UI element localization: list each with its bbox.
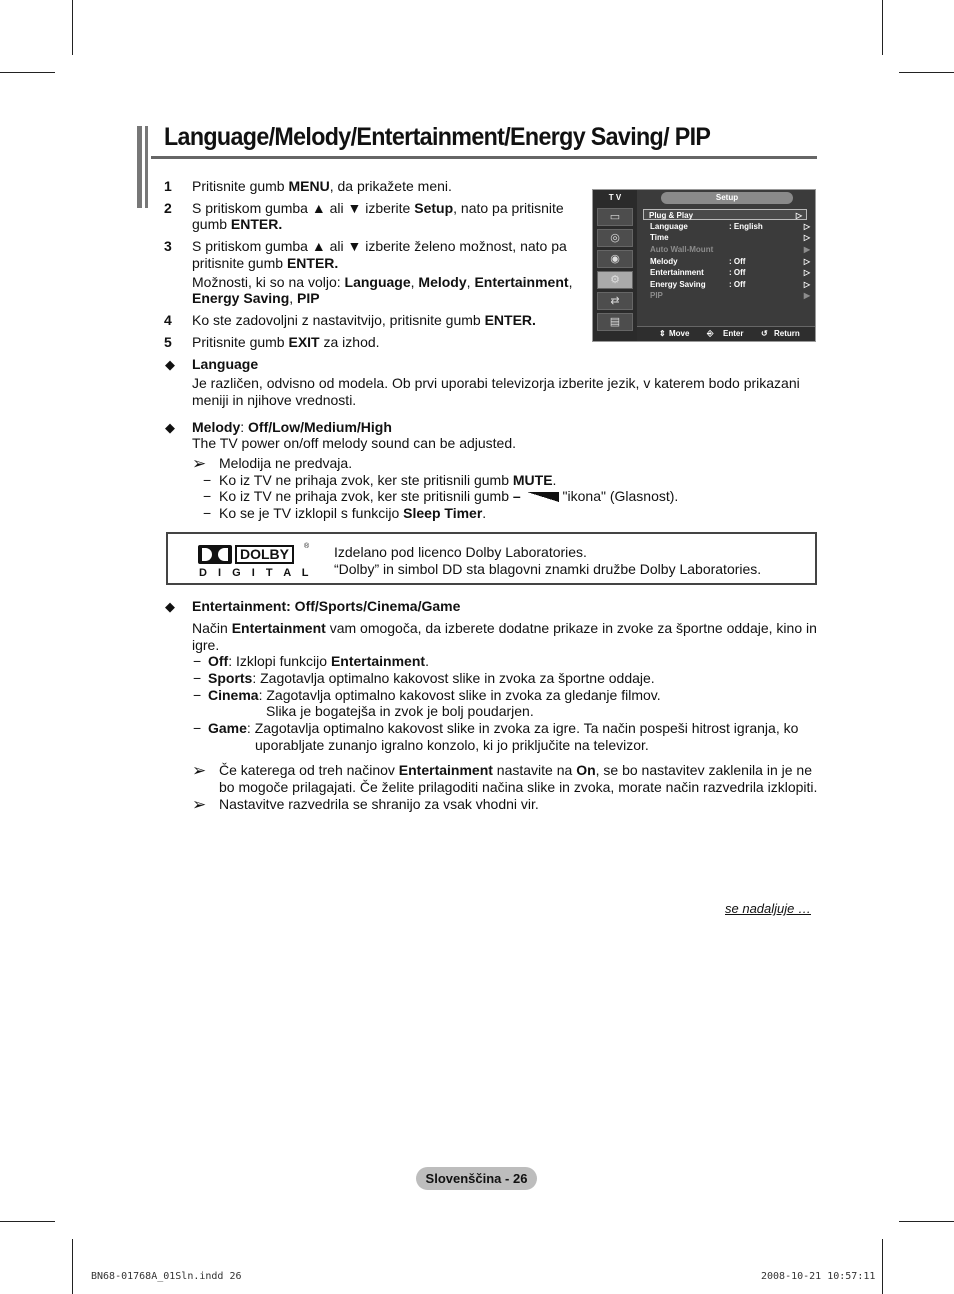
osd-row: Energy Saving : Off ▷ bbox=[650, 280, 810, 289]
osd-tab-setup: Setup bbox=[661, 192, 793, 204]
osd-row: Auto Wall-Mount ▶ bbox=[650, 245, 810, 254]
language-text: meniji in njihove vrednosti. bbox=[192, 392, 357, 408]
step-number: 1 bbox=[164, 178, 172, 194]
crop-mark bbox=[882, 0, 883, 55]
osd-enter-label: Enter bbox=[723, 329, 744, 338]
heading-bar bbox=[137, 126, 142, 208]
entertainment-game: uporabljate zunanjo igralno konzolo, ki jo priključite na televizor. bbox=[255, 737, 649, 753]
entertainment-text: Način Entertainment vam omogoča, da izberete dodatne prikaze in zvoke za športne oddaje, kino in bbox=[192, 620, 817, 636]
crop-mark bbox=[899, 72, 954, 73]
dash: − bbox=[193, 687, 202, 703]
slug-date: 2008-10-21 10:57:11 bbox=[761, 1271, 876, 1282]
step-number: 3 bbox=[164, 238, 172, 254]
crop-mark bbox=[72, 0, 73, 55]
sound-icon: ◎ bbox=[597, 229, 633, 247]
entertainment-off: Off: Izklopi funkcijo Entertainment. bbox=[208, 653, 429, 669]
support-icon: ▤ bbox=[597, 313, 633, 331]
melody-desc: The TV power on/off melody sound can be adjusted. bbox=[192, 435, 517, 451]
crop-mark bbox=[882, 1239, 883, 1294]
input-icon: ⇄ bbox=[597, 292, 633, 310]
continued-label: se nadaljuje … bbox=[725, 901, 811, 916]
entertainment-note: bo mogoče prilagajati. Če želite prilagoditi načina slike in zvoka, morate način razvedrila izklopiti. bbox=[219, 779, 818, 795]
dash: − bbox=[203, 488, 212, 504]
step-number: 5 bbox=[164, 334, 172, 350]
osd-row: PIP ▶ bbox=[650, 291, 810, 300]
step-number: 2 bbox=[164, 200, 172, 216]
osd-tv-label: T V bbox=[608, 193, 622, 202]
step-4-text: Ko ste zadovoljni z nastavitvijo, pritisnite gumb ENTER. bbox=[192, 312, 536, 328]
step-5-text: Pritisnite gumb EXIT za izhod. bbox=[192, 334, 380, 350]
osd-row: Plug & Play ▷ bbox=[643, 209, 807, 220]
bullet-icon: ◆ bbox=[165, 357, 175, 372]
entertainment-game: Game: Zagotavlja optimalno kakovost slike in zvoka za igre. Ta način pospeši hitrost igranja, ko bbox=[208, 720, 799, 736]
entertainment-text: igre. bbox=[192, 637, 220, 653]
dash: − bbox=[193, 670, 202, 686]
step-3-text: pritisnite gumb ENTER. bbox=[192, 255, 339, 271]
osd-row: Entertainment : Off ▷ bbox=[650, 268, 810, 277]
note-arrow-icon: ➢ bbox=[192, 795, 207, 814]
osd-move-label: Move bbox=[669, 329, 690, 338]
dolby-digital: D I G I T A L bbox=[199, 567, 313, 579]
language-heading: Language bbox=[192, 356, 259, 372]
melody-detail: Ko se je TV izklopil s funkcijo Sleep Timer. bbox=[219, 505, 487, 521]
dolby-notice bbox=[166, 532, 817, 585]
step-2-text: S pritiskom gumba ▲ ali ▼ izberite Setup, nato pa pritisnite bbox=[192, 200, 564, 216]
step-2-text: gumb ENTER. bbox=[192, 216, 283, 232]
page-title: Language/Melody/Entertainment/Energy Saving/ PIP bbox=[164, 123, 711, 151]
dolby-word: DOLBY bbox=[235, 545, 294, 564]
entertainment-sports: Sports: Zagotavlja optimalno kakovost slike in zvoka za športne oddaje. bbox=[208, 670, 655, 686]
tv-setup-menu bbox=[592, 189, 816, 342]
crop-mark bbox=[72, 1239, 73, 1294]
entertainment-note: Če katerega od treh načinov Entertainment nastavite na On, se bo nastavitev zaklenila in je ne bbox=[219, 762, 812, 778]
dd-symbol-icon bbox=[198, 545, 232, 564]
osd-return-label: Return bbox=[774, 329, 800, 338]
title-rule bbox=[151, 156, 817, 159]
melody-detail: Ko iz TV ne prihaja zvok, ker ste pritisnili gumb – "ikona" (Glasnost). bbox=[219, 488, 679, 504]
bullet-icon: ◆ bbox=[165, 599, 175, 614]
dolby-logo bbox=[198, 543, 313, 579]
crop-mark bbox=[0, 1221, 55, 1222]
entertainment-heading: Entertainment: Off/Sports/Cinema/Game bbox=[192, 598, 461, 614]
heading-bar bbox=[145, 126, 148, 208]
melody-detail: Ko iz TV ne prihaja zvok, ker ste pritisnili gumb MUTE. bbox=[219, 472, 557, 488]
dolby-reg: ® bbox=[304, 543, 310, 550]
step-3-text: S pritiskom gumba ▲ ali ▼ izberite želeno možnost, nato pa bbox=[192, 238, 567, 254]
dash: − bbox=[203, 505, 212, 521]
entertainment-note: Nastavitve razvedrila se shranijo za vsak vhodni vir. bbox=[219, 796, 539, 812]
note-arrow-icon: ➢ bbox=[192, 454, 207, 473]
return-icon: ↺ bbox=[761, 329, 768, 338]
step-1-text: Pritisnite gumb MENU, da prikažete meni. bbox=[192, 178, 452, 194]
entertainment-cinema: Cinema: Zagotavlja optimalno kakovost slike in zvoka za gledanje filmov. bbox=[208, 687, 661, 703]
channel-icon: ◉ bbox=[597, 250, 633, 268]
dash: − bbox=[193, 720, 202, 736]
volume-icon bbox=[527, 492, 559, 502]
dash: − bbox=[203, 472, 212, 488]
slug-file: BN68-01768A_01Sln.indd 26 bbox=[91, 1271, 242, 1282]
enter-icon: ⎆ bbox=[707, 329, 714, 338]
crop-mark bbox=[0, 72, 55, 73]
dolby-text: “Dolby” in simbol DD sta blagovni znamki družbe Dolby Laboratories. bbox=[334, 561, 762, 577]
osd-footer bbox=[637, 326, 815, 341]
page-number-badge: Slovenščina - 26 bbox=[416, 1167, 537, 1190]
move-icon: ⇕ bbox=[659, 329, 666, 338]
language-text: Je različen, odvisno od modela. Ob prvi uporabi televizorja izberite jezik, v katerem bodo prikazani bbox=[192, 375, 800, 391]
osd-row: Language : English ▷ bbox=[650, 222, 810, 231]
crop-mark bbox=[899, 1221, 954, 1222]
osd-row: Melody : Off ▷ bbox=[650, 257, 810, 266]
melody-note: Melodija ne predvaja. bbox=[219, 455, 353, 471]
bullet-icon: ◆ bbox=[165, 420, 175, 435]
entertainment-cinema: Slika je bogatejša in zvok je bolj poudarjen. bbox=[266, 703, 534, 719]
osd-row: Time ▷ bbox=[650, 233, 810, 242]
dolby-text: Izdelano pod licenco Dolby Laboratories. bbox=[334, 544, 587, 560]
dash: − bbox=[193, 653, 202, 669]
note-arrow-icon: ➢ bbox=[192, 761, 207, 780]
step-number: 4 bbox=[164, 312, 172, 328]
melody-heading: Melody: Off/Low/Medium/High bbox=[192, 419, 392, 435]
picture-icon: ▭ bbox=[597, 208, 633, 226]
setup-icon: ⚙ bbox=[597, 271, 633, 289]
step-3-options: Možnosti, ki so na voljo: Language, Melody, Entertainment, bbox=[192, 274, 573, 290]
step-3-options: Energy Saving, PIP bbox=[192, 290, 320, 306]
